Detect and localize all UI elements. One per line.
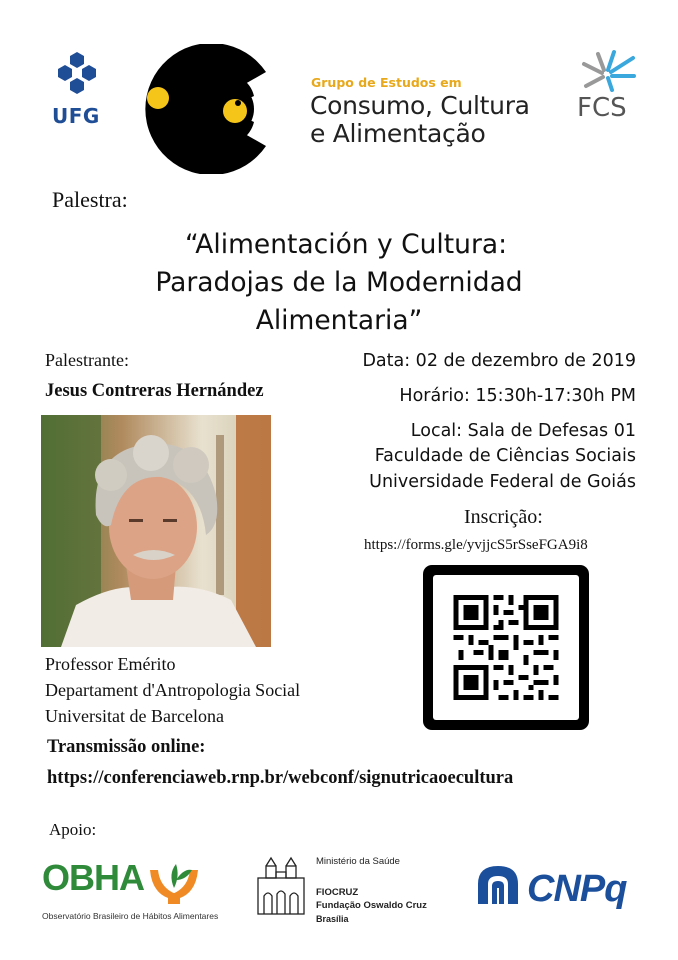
registration-link[interactable]: https://forms.gle/yvjjcS5rSseFGA9i8 — [364, 537, 588, 553]
group-title-line1: Consumo, Cultura — [310, 91, 530, 120]
speaker-label: Palestrante: — [45, 350, 129, 370]
fiocruz-building-icon — [254, 856, 308, 918]
ufg-logo-text: UFG — [52, 104, 100, 128]
support-label: Apoio: — [49, 820, 97, 839]
affiliation-university: Universitat de Barcelona — [45, 706, 224, 726]
lecture-title-line2: Paradojas de la Modernidad — [155, 267, 523, 298]
event-location: Local: Sala de Defesas 01 — [410, 421, 636, 441]
qr-code-icon[interactable] — [423, 565, 589, 730]
transmission-label: Transmissão online: — [47, 737, 206, 757]
affiliation-department: Departament d'Antropologia Social — [45, 680, 301, 700]
event-date: Data: 02 de dezembro de 2019 — [362, 351, 636, 371]
group-title-line2: e Alimentação — [310, 119, 486, 148]
transmission-link[interactable]: https://conferenciaweb.rnp.br/webconf/signutricaoecultura — [47, 768, 514, 788]
obha-logo-text: OBHA — [42, 857, 144, 898]
lecture-title-line1: “Alimentación y Cultura: — [184, 229, 508, 260]
fiocruz-full-name: Fundação Oswaldo Cruz — [316, 900, 427, 911]
event-university: Universidade Federal de Goiás — [369, 472, 636, 492]
fiocruz-city: Brasília — [316, 914, 349, 924]
group-subtitle: Grupo de Estudos em — [311, 75, 462, 90]
fcs-logo-text: FCS — [577, 93, 627, 123]
lecture-title-line3: Alimentaria” — [255, 305, 423, 336]
affiliation-title: Professor Emérito — [45, 654, 176, 674]
speaker-name: Jesus Contreras Hernández — [45, 381, 264, 401]
pacman-logo-icon — [136, 44, 274, 174]
obha-hands-icon — [146, 858, 202, 906]
ministry-label: Ministério da Saúde — [316, 856, 400, 867]
fiocruz-label: FIOCRUZ — [316, 887, 359, 898]
fcs-burst-icon — [578, 46, 638, 92]
cnpq-logo-icon — [474, 862, 530, 908]
obha-full-name: Observatório Brasileiro de Hábitos Alimentares — [42, 911, 219, 921]
speaker-photo — [41, 415, 271, 647]
event-time: Horário: 15:30h-17:30h PM — [399, 386, 636, 406]
registration-label: Inscrição: — [464, 506, 543, 528]
lecture-label: Palestra: — [52, 187, 128, 212]
event-faculty: Faculdade de Ciências Sociais — [374, 446, 636, 466]
ufg-hexagon-icon — [53, 50, 101, 102]
cnpq-logo-text: CNPq — [527, 868, 627, 910]
